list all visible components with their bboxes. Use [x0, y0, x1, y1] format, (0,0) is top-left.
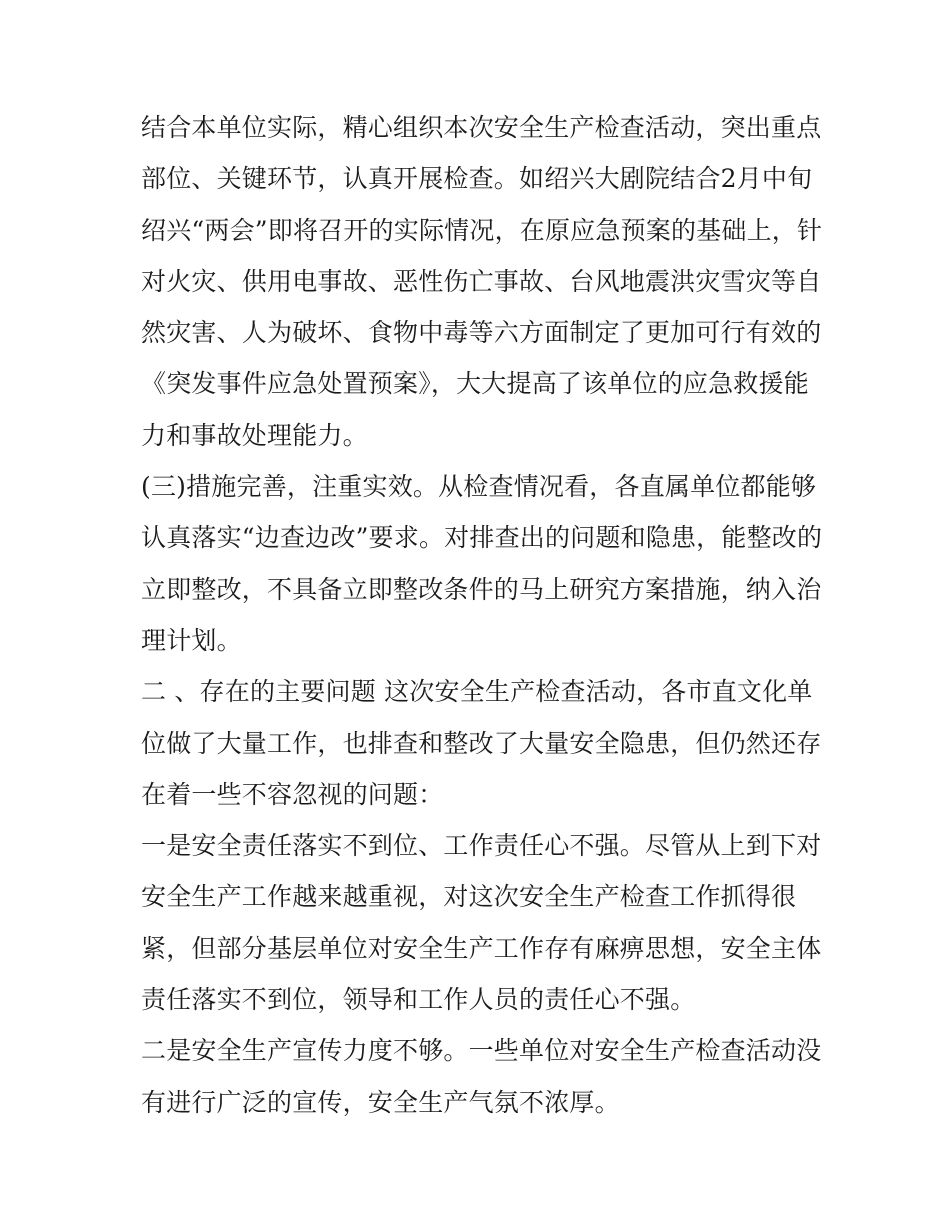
text-line: 绍兴“两会”即将召开的实际情况，在原应急预案的基础上，针: [141, 215, 823, 245]
text-line: 一是安全责任落实不到位、工作责任心不强。尽管从上到下对: [141, 831, 822, 861]
section-heading-line: (三)措施完善，注重实效。从检查情况看，各直属单位都能够: [141, 472, 817, 502]
section-heading-line: 二 、存在的主要问题 这次安全生产检查活动，各市直文化单: [141, 677, 813, 707]
document-body: [141, 102, 821, 1128]
text-line: 位做了大量工作，也排查和整改了大量安全隐患，但仍然还存: [141, 728, 822, 758]
text-line: 对火灾、供用电事故、恶性伤亡事故、台风地震洪灾雪灾等自: [141, 266, 822, 296]
text-line: 立即整改，不具备立即整改条件的马上研究方案措施，纳入治: [141, 574, 822, 604]
text-line: 理计划。: [141, 625, 242, 655]
text-line: 安全生产工作越来越重视，对这次安全生产检查工作抓得很: [141, 882, 797, 912]
text-line: 责任落实不到位，领导和工作人员的责任心不强。: [141, 985, 696, 1015]
text-line: 有进行广泛的宣传，安全生产气氛不浓厚。: [141, 1087, 620, 1117]
text-line: 力和事故处理能力。: [141, 420, 368, 450]
text-line: 在着一些不容忽视的问题：: [141, 779, 444, 809]
text-line: 部位、关键环节，认真开展检查。如绍兴大剧院结合2月中旬: [141, 164, 813, 194]
text-line: 紧，但部分基层单位对安全生产工作存有麻痹思想，安全主体: [141, 933, 822, 963]
text-line: 认真落实“边查边改”要求。对排查出的问题和隐患，能整改的: [141, 523, 823, 553]
text-line: 结合本单位实际，精心组织本次安全生产检查活动，突出重点: [141, 113, 822, 142]
text-line: 然灾害、人为破坏、食物中毒等六方面制定了更加可行有效的: [141, 318, 822, 348]
text-line: 二是安全生产宣传力度不够。一些单位对安全生产检查活动没: [141, 1036, 822, 1066]
text-line: 《突发事件应急处置预案》，大大提高了该单位的应急救援能: [141, 369, 809, 399]
